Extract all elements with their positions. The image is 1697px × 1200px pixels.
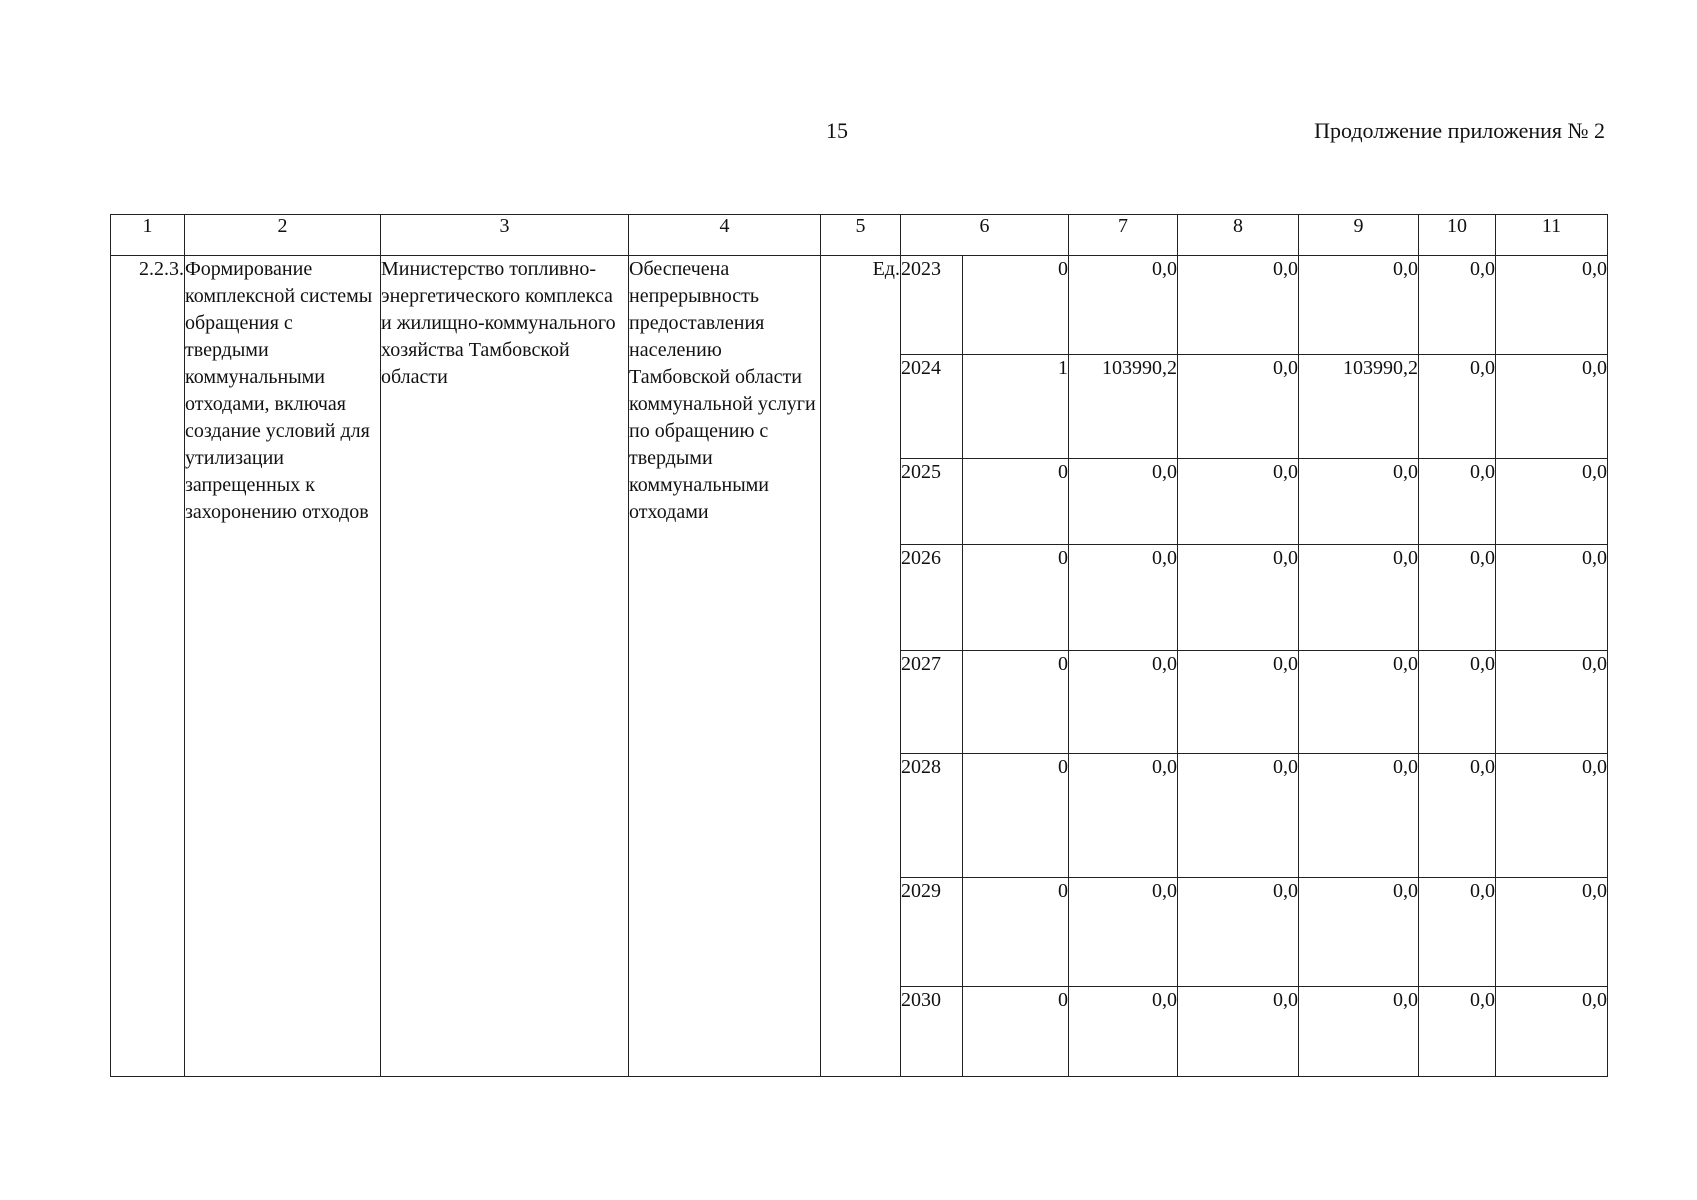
funding-col-9: 0,0 [1299, 878, 1419, 987]
funding-total: 103990,2 [1069, 355, 1178, 459]
funding-col-8: 0,0 [1178, 878, 1299, 987]
funding-col-11: 0,0 [1496, 256, 1608, 355]
table-row [111, 256, 1608, 355]
year-cell: 2028 [901, 754, 963, 878]
funding-col-8: 0,0 [1178, 256, 1299, 355]
funding-col-10: 0,0 [1419, 987, 1496, 1077]
funding-total: 0,0 [1069, 987, 1178, 1077]
funding-col-9: 0,0 [1299, 987, 1419, 1077]
appendix-continuation-note: Продолжение приложения № 2 [1314, 118, 1605, 143]
funding-total: 0,0 [1069, 256, 1178, 355]
funding-col-11: 0,0 [1496, 459, 1608, 545]
header-col-9: 9 [1299, 215, 1419, 256]
program-table [110, 214, 1608, 1077]
funding-col-11: 0,0 [1496, 987, 1608, 1077]
funding-col-9: 0,0 [1299, 754, 1419, 878]
funding-col-8: 0,0 [1178, 545, 1299, 651]
indicator-value: 0 [963, 651, 1069, 754]
page-number: 15 [826, 118, 848, 143]
funding-col-9: 0,0 [1299, 545, 1419, 651]
header-col-5: 5 [821, 215, 901, 256]
funding-total: 0,0 [1069, 651, 1178, 754]
column-number-row [111, 215, 1608, 256]
funding-col-10: 0,0 [1419, 355, 1496, 459]
funding-col-10: 0,0 [1419, 651, 1496, 754]
measure-code: 2.2.3. [111, 256, 185, 1077]
funding-total: 0,0 [1069, 878, 1178, 987]
funding-col-8: 0,0 [1178, 651, 1299, 754]
header-col-10: 10 [1419, 215, 1496, 256]
indicator-value: 0 [963, 256, 1069, 355]
year-cell: 2023 [901, 256, 963, 355]
indicator-value: 0 [963, 459, 1069, 545]
year-cell: 2027 [901, 651, 963, 754]
funding-col-8: 0,0 [1178, 355, 1299, 459]
year-cell: 2029 [901, 878, 963, 987]
indicator-value: 0 [963, 987, 1069, 1077]
header-col-6: 6 [901, 215, 1069, 256]
funding-col-11: 0,0 [1496, 651, 1608, 754]
funding-col-10: 0,0 [1419, 545, 1496, 651]
funding-col-9: 0,0 [1299, 459, 1419, 545]
unit-of-measure: Ед. [821, 256, 901, 1077]
funding-total: 0,0 [1069, 754, 1178, 878]
funding-total: 0,0 [1069, 545, 1178, 651]
header-col-4: 4 [629, 215, 821, 256]
funding-col-10: 0,0 [1419, 878, 1496, 987]
indicator-value: 0 [963, 754, 1069, 878]
funding-col-11: 0,0 [1496, 754, 1608, 878]
funding-col-10: 0,0 [1419, 256, 1496, 355]
year-cell: 2024 [901, 355, 963, 459]
year-cell: 2026 [901, 545, 963, 651]
header-col-7: 7 [1069, 215, 1178, 256]
funding-col-8: 0,0 [1178, 754, 1299, 878]
measure-name: Формирование комплексной системы обращения с твердыми коммунальными отходами, включая создание условий для утилизации запрещенных к захоронению отходов [185, 256, 381, 1077]
indicator-value: 0 [963, 878, 1069, 987]
header-col-3: 3 [381, 215, 629, 256]
funding-col-11: 0,0 [1496, 878, 1608, 987]
responsible-executor: Министерство топливно-энергетического комплекса и жилищно-коммунального хозяйства Тамбовской области [381, 256, 629, 1077]
funding-col-9: 103990,2 [1299, 355, 1419, 459]
funding-total: 0,0 [1069, 459, 1178, 545]
funding-col-11: 0,0 [1496, 355, 1608, 459]
header-col-8: 8 [1178, 215, 1299, 256]
funding-col-8: 0,0 [1178, 459, 1299, 545]
funding-col-11: 0,0 [1496, 545, 1608, 651]
expected-result: Обеспечена непрерывность предоставления населению Тамбовской области коммунальной услуги по обращению с твердыми коммунальными отходами [629, 256, 821, 1077]
header-col-2: 2 [185, 215, 381, 256]
funding-col-9: 0,0 [1299, 651, 1419, 754]
indicator-value: 1 [963, 355, 1069, 459]
year-cell: 2030 [901, 987, 963, 1077]
funding-col-10: 0,0 [1419, 754, 1496, 878]
funding-col-8: 0,0 [1178, 987, 1299, 1077]
funding-col-9: 0,0 [1299, 256, 1419, 355]
year-cell: 2025 [901, 459, 963, 545]
header-col-1: 1 [111, 215, 185, 256]
header-col-11: 11 [1496, 215, 1608, 256]
funding-col-10: 0,0 [1419, 459, 1496, 545]
indicator-value: 0 [963, 545, 1069, 651]
